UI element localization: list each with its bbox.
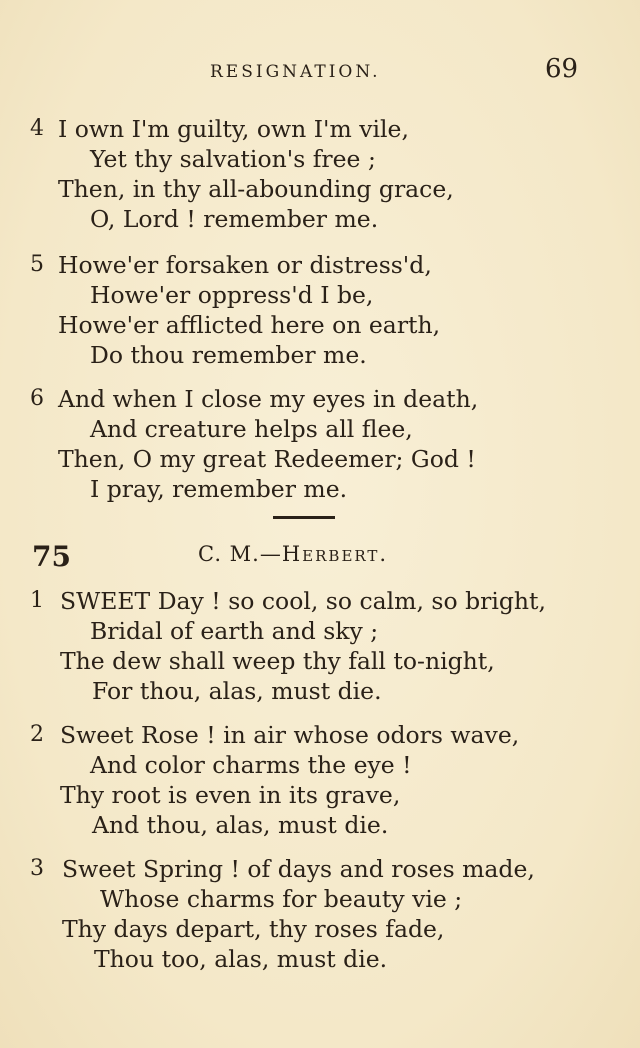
stanza-line: Thy days depart, thy roses fade, (62, 915, 445, 943)
stanza-line: Sweet Rose ! in air whose odors wave, (60, 721, 520, 749)
hymn-meter-line (198, 542, 388, 566)
stanza-number: 5 (30, 252, 44, 277)
stanza-line: I pray, remember me. (90, 475, 348, 503)
stanza-number: 2 (30, 722, 44, 747)
stanza-line: And creature helps all flee, (90, 415, 413, 443)
stanza-number: 4 (30, 116, 44, 141)
stanza-line: Sweet Spring ! of days and roses made, (62, 855, 535, 883)
stanza-line: I own I'm guilty, own I'm vile, (58, 115, 409, 143)
hymn-heading (0, 540, 640, 576)
stanza-line: And color charms the eye ! (90, 751, 412, 779)
stanza-line: And when I close my eyes in death, (58, 385, 479, 413)
running-title: RESIGNATION. (210, 62, 381, 82)
section-divider (273, 516, 335, 519)
stanza-line: Thy root is even in its grave, (60, 781, 401, 809)
stanza-line: Howe'er oppress'd I be, (90, 281, 374, 309)
stanza-number: 6 (30, 386, 44, 411)
stanza-number: 1 (30, 588, 44, 613)
hymn-meter: C. M.— (198, 542, 282, 566)
stanza-line: Then, O my great Redeemer; God ! (58, 445, 476, 473)
stanza-line: Thou too, alas, must die. (94, 945, 388, 973)
stanza-line: Yet thy salvation's free ; (90, 145, 376, 173)
stanza-number: 3 (30, 856, 44, 881)
stanza-line: Then, in thy all-abounding grace, (58, 175, 454, 203)
stanza-line: SWEET Day ! so cool, so calm, so bright, (60, 587, 546, 615)
hymn-number: 75 (32, 540, 71, 573)
stanza-line: O, Lord ! remember me. (90, 205, 379, 233)
stanza-line: For thou, alas, must die. (92, 677, 382, 705)
stanza-line: And thou, alas, must die. (92, 811, 389, 839)
stanza-line: The dew shall weep thy fall to-night, (60, 647, 495, 675)
stanza-line: Bridal of earth and sky ; (90, 617, 379, 645)
stanza-line: Howe'er forsaken or distress'd, (58, 251, 432, 279)
stanza-line: Whose charms for beauty vie ; (100, 885, 463, 913)
stanza-line: Do thou remember me. (90, 341, 367, 369)
stanza-line: Howe'er afflicted here on earth, (58, 311, 441, 339)
hymn-author: Herbert. (281, 542, 389, 566)
page-number: 69 (545, 54, 579, 84)
running-head (0, 54, 640, 88)
